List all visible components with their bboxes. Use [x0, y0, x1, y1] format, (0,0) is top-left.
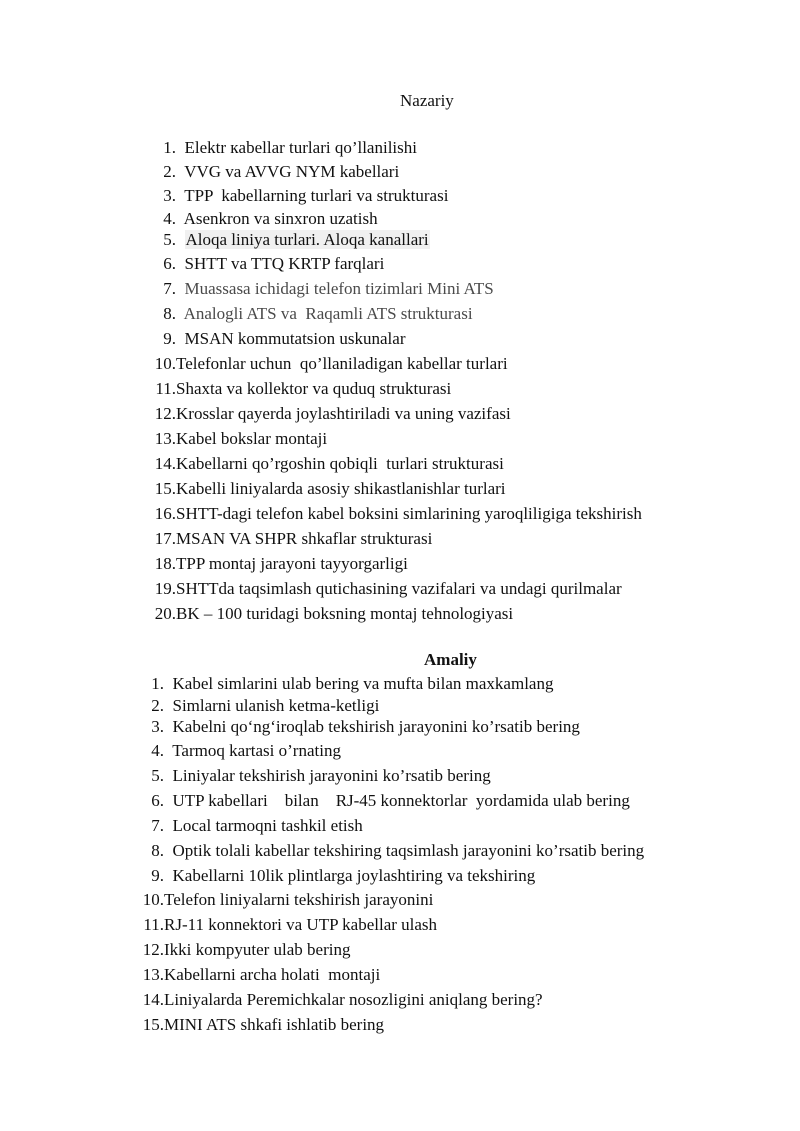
list-item: 3. Kabelni qo‘ng‘iroqlab tekshirish jarayonini ko’rsatib bering: [151, 717, 580, 736]
list-item-text: Liniyalar tekshirish jarayonini ko’rsatib bering: [172, 766, 491, 785]
list-item-text: Shaxta va kollektor va quduq strukturasi: [176, 379, 452, 398]
list-item: 18.TPP montaj jarayoni tayyorgarligi: [154, 554, 408, 573]
list-item-text: RJ-11 konnektori va UTP kabellar ulash: [164, 915, 438, 934]
list-item-text: MSAN kommutatsion uskunalar: [184, 329, 406, 348]
list-item: 6. SHTT va TTQ KRTP farqlari: [163, 254, 385, 273]
list-item: 9. MSAN kommutatsion uskunalar: [163, 329, 406, 348]
list-item: 16.SHTT-dagi telefon kabel boksini simlarining yaroqliligiga tekshirish: [154, 504, 642, 523]
list-item-text: Kabellarni 10lik plintlarga joylashtiring va tekshiring: [172, 866, 536, 885]
list-item-text: Ikki kompyuter ulab bering: [164, 940, 351, 959]
list-item-text: SHTT-dagi telefon kabel boksini simlarining yaroqliligiga tekshirish: [176, 504, 642, 523]
list-item: 4. Asenkron va sinxron uzatish: [163, 209, 378, 228]
list-item: 14.Kabellarni qo’rgoshin qobiqli turlari strukturasi: [154, 454, 504, 473]
list-item: 10.Telefonlar uchun qo’llaniladigan kabellar turlari: [154, 354, 508, 373]
list-item: 5. Liniyalar tekshirish jarayonini ko’rsatib bering: [151, 766, 491, 785]
list-item-text: Telefonlar uchun qo’llaniladigan kabellar turlari: [176, 354, 508, 373]
list-item-text: UTP kabellari bilan RJ-45 konnektorlar yordamida ulab bering: [172, 791, 630, 810]
list-item: 7. Local tarmoqni tashkil etish: [151, 816, 363, 835]
list-item: 19.SHTTda taqsimlash qutichasining vazifalari va undagi qurilmalar: [154, 579, 622, 598]
list-item: 6. UTP kabellari bilan RJ-45 konnektorlar yordamida ulab bering: [151, 791, 630, 810]
list-item: 8. Optik tolali kabellar tekshiring taqsimlash jarayonini ko’rsatib bering: [151, 841, 645, 860]
list-item-text: Tarmoq kartasi o’rnating: [172, 741, 341, 760]
list-item-text: Aloqa liniya turlari. Aloqa kanallari: [185, 230, 429, 249]
list-item-text: MSAN VA SHPR shkaflar strukturasi: [176, 529, 433, 548]
list-item-text: Kabellarni archa holati montaji: [164, 965, 381, 984]
list-item: 2. Simlarni ulanish ketma-ketligi: [151, 696, 380, 715]
list-item-text: Kabel bokslar montaji: [176, 429, 328, 448]
list-item-text: Kabelli liniyalarda asosiy shikastlanishlar turlari: [176, 479, 506, 498]
list-item-text: Kabellarni qo’rgoshin qobiqli turlari strukturasi: [176, 454, 504, 473]
list-item-text: Krosslar qayerda joylashtiriladi va uning vazifasi: [176, 404, 511, 423]
list-item-text: Kabelni qo‘ng‘iroqlab tekshirish jarayonini ko’rsatib bering: [172, 717, 580, 736]
list-item: 15.Kabelli liniyalarda asosiy shikastlanishlar turlari: [154, 479, 506, 498]
nazariy-heading: Nazariy: [400, 91, 454, 110]
list-item-text: Liniyalarda Peremichkalar nosozligini aniqlang bering?: [164, 990, 543, 1009]
list-item: 14.Liniyalarda Peremichkalar nosozligini aniqlang bering?: [142, 990, 543, 1009]
list-item-text: SHTTda taqsimlash qutichasining vazifalari va undagi qurilmalar: [176, 579, 622, 598]
list-item: 20.BK – 100 turidagi boksning montaj tehnologiyasi: [154, 604, 514, 623]
list-item-text: Simlarni ulanish ketma-ketligi: [172, 696, 380, 715]
list-item-text: Muassasa ichidagi telefon tizimlari Mini ATS: [184, 279, 494, 298]
list-item-text: Kabel simlarini ulab bering va mufta bilan maxkamlang: [172, 674, 554, 693]
list-item: 2. VVG va AVVG NYM kabellari: [163, 162, 400, 181]
list-item: 15.MINI ATS shkafi ishlatib bering: [142, 1015, 385, 1034]
list-item: 5. Aloqa liniya turlari. Aloqa kanallari: [163, 230, 429, 249]
list-item-text: VVG va AVVG NYM kabellari: [184, 162, 400, 181]
list-item: 12.Ikki kompyuter ulab bering: [142, 940, 351, 959]
nazariy-list: [150, 136, 642, 626]
list-item: 11.RJ-11 konnektori va UTP kabellar ulash: [143, 915, 438, 934]
list-item-text: Analogli ATS va Raqamli ATS strukturasi: [183, 304, 473, 323]
list-item-text: Optik tolali kabellar tekshiring taqsimlash jarayonini ko’rsatib bering: [172, 841, 645, 860]
list-item-text: TPP kabellarning turlari va strukturasi: [184, 186, 449, 205]
list-item: 1. Elektr кabellar turlari qo’llanilishi: [163, 138, 417, 157]
list-item-text: Local tarmoqni tashkil etish: [172, 816, 363, 835]
list-item-text: MINI ATS shkafi ishlatib bering: [164, 1015, 385, 1034]
list-item: 11.Shaxta va kollektor va quduq strukturasi: [155, 379, 452, 398]
list-item: 9. Kabellarni 10lik plintlarga joylashtiring va tekshiring: [151, 866, 536, 885]
list-item: 3. TPP kabellarning turlari va strukturasi: [163, 186, 449, 205]
list-item: 10.Telefon liniyalarni tekshirish jarayonini: [142, 890, 434, 909]
list-item-text: SHTT va TTQ KRTP farqlari: [184, 254, 385, 273]
list-item: 7. Muassasa ichidagi telefon tizimlari Mini ATS: [163, 279, 494, 298]
amaliy-list: [138, 673, 644, 1037]
list-item: 4. Tarmoq kartasi o’rnating: [151, 741, 341, 760]
list-item-text: TPP montaj jarayoni tayyorgarligi: [176, 554, 408, 573]
amaliy-heading: Amaliy: [424, 650, 477, 669]
list-item: 8. Analogli ATS va Raqamli ATS strukturasi: [163, 304, 473, 323]
list-item: 12.Krosslar qayerda joylashtiriladi va uning vazifasi: [154, 404, 511, 423]
list-item-text: Asenkron va sinxron uzatish: [183, 209, 378, 228]
list-item: 17.MSAN VA SHPR shkaflar strukturasi: [154, 529, 433, 548]
list-item-text: Telefon liniyalarni tekshirish jarayonini: [164, 890, 434, 909]
list-item-text: BK – 100 turidagi boksning montaj tehnologiyasi: [176, 604, 514, 623]
list-item: 1. Kabel simlarini ulab bering va mufta bilan maxkamlang: [151, 674, 554, 693]
list-item: 13.Kabel bokslar montaji: [154, 429, 328, 448]
list-item-text: Elektr кabellar turlari qo’llanilishi: [184, 138, 417, 157]
list-item: 13.Kabellarni archa holati montaji: [142, 965, 381, 984]
